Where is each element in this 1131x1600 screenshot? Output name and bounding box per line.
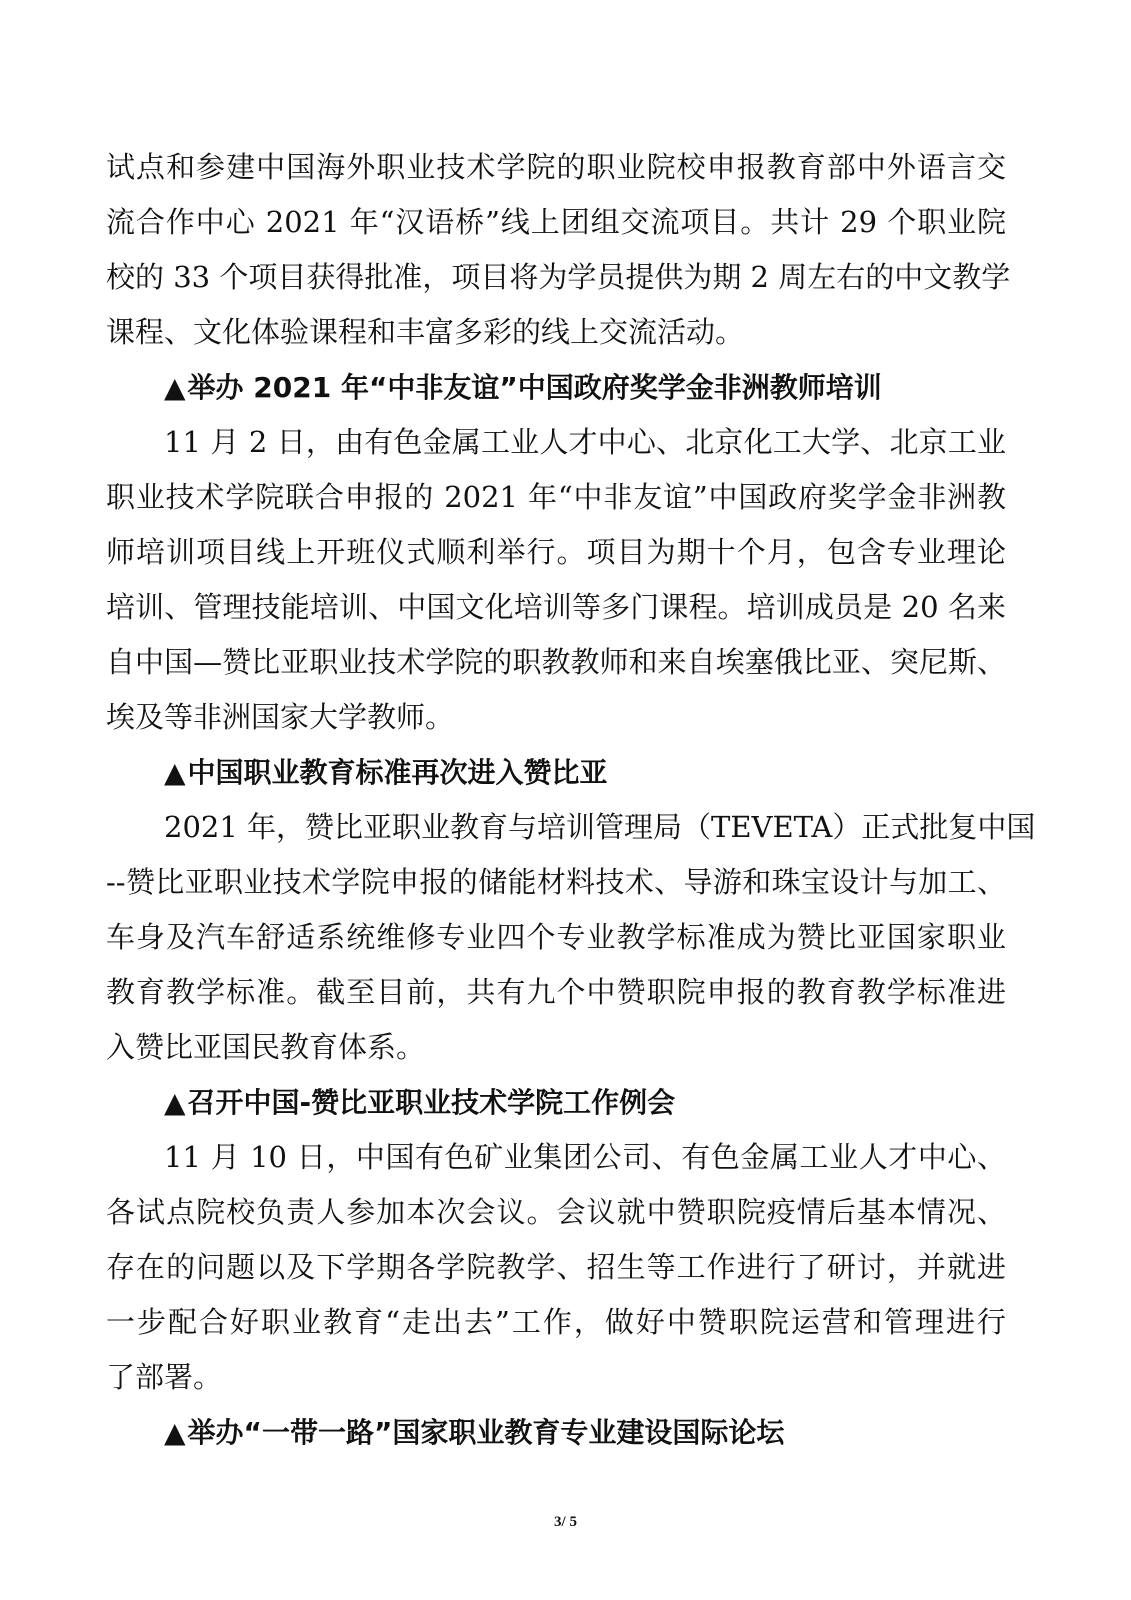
paragraph-line: 流合作中心 2021 年“汉语桥”线上团组交流项目。共计 29 个职业院 xyxy=(106,205,1006,239)
paragraph-line: 11 月 10 日，中国有色矿业集团公司、有色金属工业人才中心、 xyxy=(164,1140,1006,1174)
paragraph-line: 教育教学标准。截至目前，共有九个中赞职院申报的教育教学标准进 xyxy=(106,975,1006,1009)
paragraph-line: 11 月 2 日，由有色金属工业人才中心、北京化工大学、北京工业 xyxy=(164,425,1006,459)
section-heading-belt-road-forum xyxy=(106,1405,1006,1460)
triangle-bullet-icon: ▲ xyxy=(164,1416,186,1449)
section-heading-text: 举办“一带一路”国家职业教育专业建设国际论坛 xyxy=(187,1416,785,1449)
paragraph-line: 试点和参建中国海外职业技术学院的职业院校申报教育部中外语言交 xyxy=(106,150,1006,184)
paragraph-line: 了部署。 xyxy=(106,1360,223,1394)
paragraph-line: 2021 年，赞比亚职业教育与培训管理局（TEVETA）正式批复中国 xyxy=(164,810,1036,844)
section-heading-work-meeting xyxy=(106,1075,1006,1130)
section-heading-africa-teacher-training xyxy=(106,360,1006,415)
paragraph-line: 职业技术学院联合申报的 2021 年“中非友谊”中国政府奖学金非洲教 xyxy=(106,480,1006,514)
section-heading-text: 中国职业教育标准再次进入赞比亚 xyxy=(187,756,608,789)
document-body xyxy=(106,140,1036,1460)
paragraph-line: 培训、管理技能培训、中国文化培训等多门课程。培训成员是 20 名来 xyxy=(106,590,1006,624)
section-heading-standards-zambia xyxy=(106,745,1006,800)
paragraph-line: 课程、文化体验课程和丰富多彩的线上交流活动。 xyxy=(106,315,745,349)
triangle-bullet-icon: ▲ xyxy=(164,371,186,404)
paragraph-line: 一步配合好职业教育“走出去”工作，做好中赞职院运营和管理进行 xyxy=(106,1305,1006,1339)
paragraph-line: 师培训项目线上开班仪式顺利举行。项目为期十个月，包含专业理论 xyxy=(106,535,1006,569)
triangle-bullet-icon: ▲ xyxy=(164,756,186,789)
paragraph-line: 各试点院校负责人参加本次会议。会议就中赞职院疫情后基本情况、 xyxy=(106,1195,1006,1229)
paragraph-line: --赞比亚职业技术学院申报的储能材料技术、导游和珠宝设计与加工、 xyxy=(106,865,1006,899)
paragraph-line: 校的 33 个项目获得批准，项目将为学员提供为期 2 周左右的中文教学 xyxy=(106,260,1011,294)
paragraph-line: 埃及等非洲国家大学教师。 xyxy=(106,700,455,734)
paragraph-line: 车身及汽车舒适系统维修专业四个专业教学标准成为赞比亚国家职业 xyxy=(106,920,1006,954)
paragraph-line: 自中国—赞比亚职业技术学院的职教教师和来自埃塞俄比亚、突尼斯、 xyxy=(106,645,1006,679)
paragraph-line: 入赞比亚国民教育体系。 xyxy=(106,1030,426,1064)
section-heading-text: 举办 2021 年“中非友谊”中国政府奖学金非洲教师培训 xyxy=(187,371,882,404)
triangle-bullet-icon: ▲ xyxy=(164,1086,186,1119)
page-number: 3/ 5 xyxy=(554,1514,577,1530)
section-heading-text: 召开中国-赞比亚职业技术学院工作例会 xyxy=(187,1086,676,1119)
paragraph-line: 存在的问题以及下学期各学院教学、招生等工作进行了研讨，并就进 xyxy=(106,1250,1006,1284)
